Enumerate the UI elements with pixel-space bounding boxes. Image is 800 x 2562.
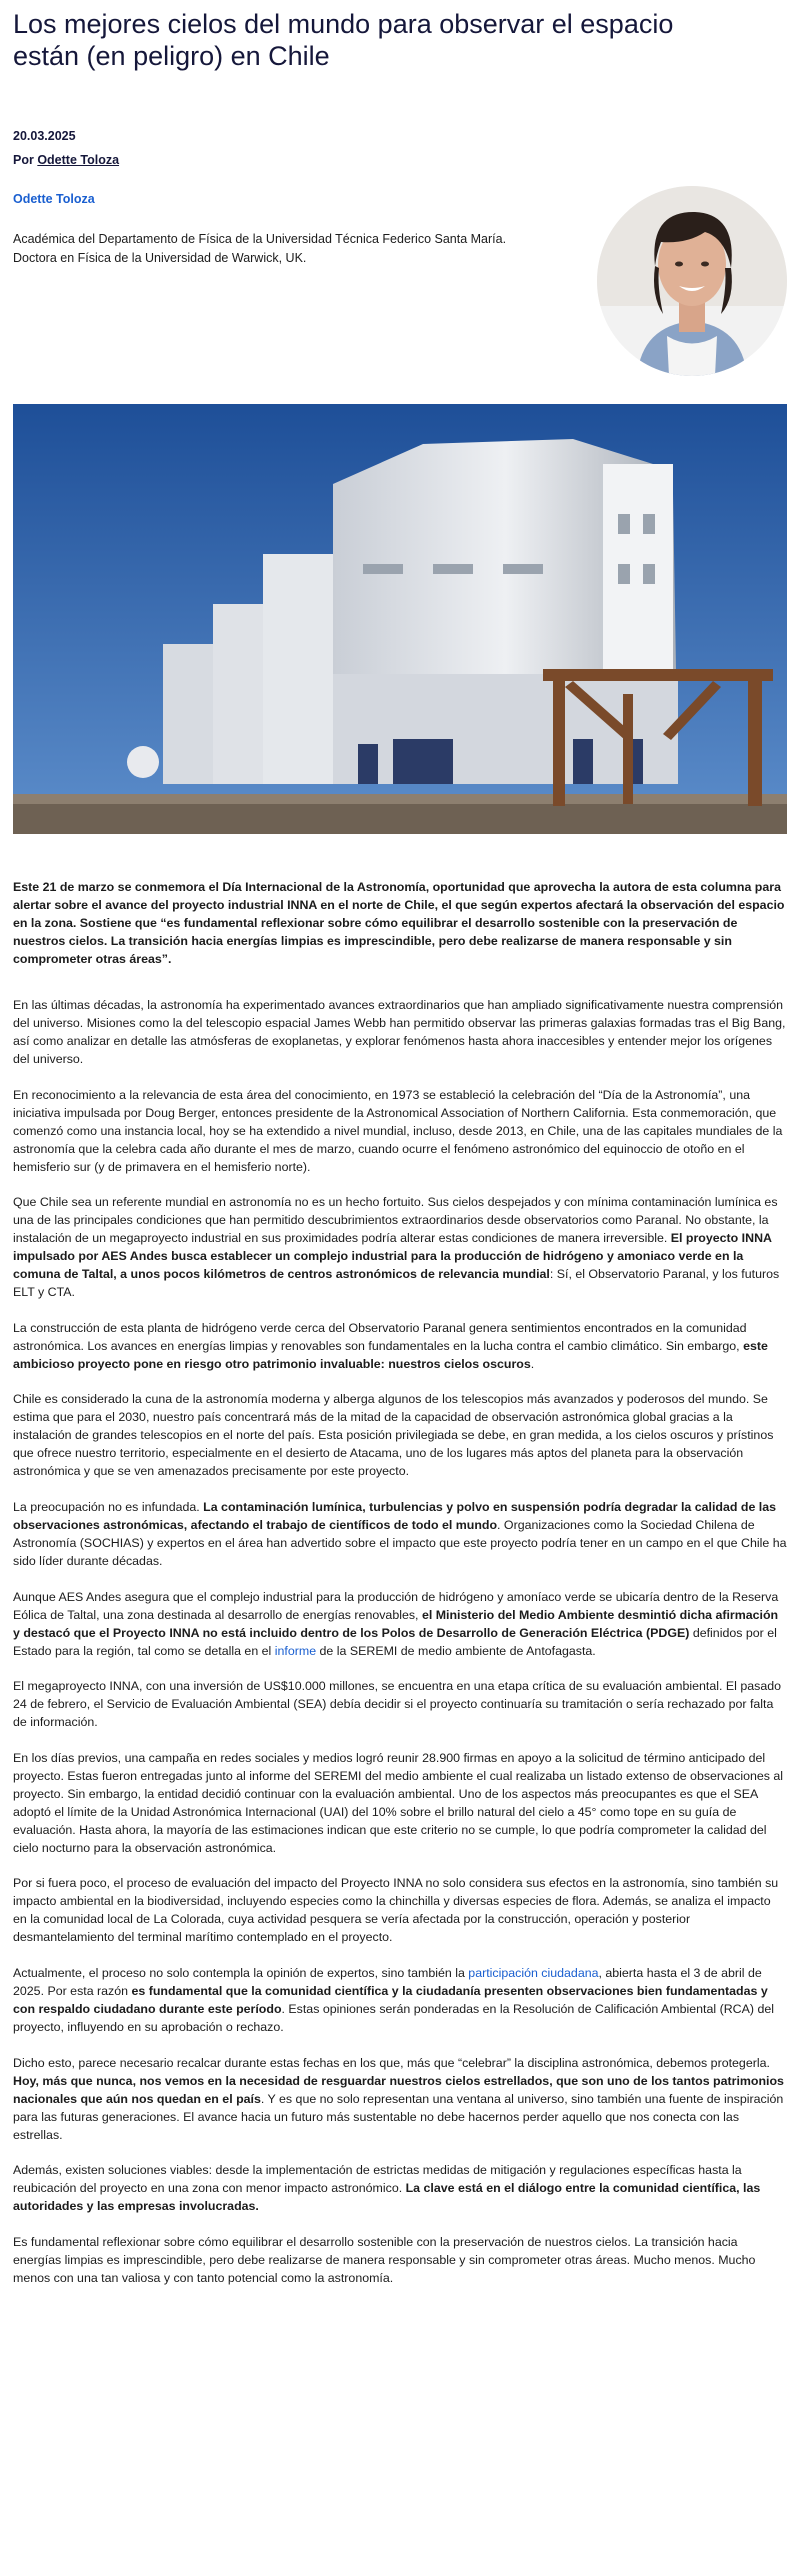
byline-prefix: Por [13, 153, 34, 167]
text-run: Actualmente, el proceso no solo contempla la opinión de expertos, sino también la [13, 1965, 465, 1980]
body-paragraph: El megaproyecto INNA, con una inversión de US$10.000 millones, se encuentra en una etapa crítica de su evaluación ambiental. El pasado 24 de febrero, el Servicio de Evaluación Ambiental (SEA) debía decidir si el proyecto continuaría su tramitación o sería rechazado por falta de información. [13, 1679, 781, 1730]
body-paragraph [13, 1498, 787, 1570]
body-paragraph [13, 2054, 787, 2144]
hero-image [13, 404, 787, 834]
author-bio [13, 230, 573, 268]
body-paragraph: Por si fuera poco, el proceso de evaluación del impacto del Proyecto INNA no solo considera sus efectos en la astronomía, sino también su impacto ambiental en la biodiversidad, incluyendo especies como la chinchilla y diversas especies de flora. Además, se analiza el impacto en la comunidad local de La Colorada, cuya actividad pesquera se vería afectada por la construcción, operación y posterior desmantelamiento del terminal marítimo contemplado en el proyecto. [13, 1876, 779, 1945]
body-paragraph [13, 1319, 787, 1373]
article-date: 20.03.2025 [13, 129, 76, 143]
avatar [597, 186, 787, 376]
text-run: , abierta hasta el 3 de abril de 2025. Por esta razón [13, 1965, 762, 1998]
author-photo [597, 186, 787, 376]
text-run: . Organizaciones como la Sociedad Chilena de Astronomía (SOCHIAS) y expertos en el área han advertido sobre el impacto que este proyecto podría tener en un campo en el que Chile ha sido líder durante décadas. [13, 1517, 787, 1568]
byline [13, 148, 787, 172]
text-run: Dicho esto, parece necesario recalcar durante estas fechas en los que, más que “celebrar” la disciplina astronómica, debemos protegerla. [13, 2055, 770, 2070]
page-title: Los mejores cielos del mundo para observar el espacio están (en peligro) en Chile [13, 9, 674, 71]
bold-text: este ambicioso proyecto pone en riesgo otro patrimonio invaluable: nuestros cielos oscuros [13, 1338, 768, 1371]
bold-text: La contaminación lumínica, turbulencias y polvo en suspensión podría degradar la calidad de las observaciones astronómicas, afectando el trabajo de científicos de todo el mundo [13, 1499, 777, 1532]
author-box [13, 192, 787, 404]
bold-text: El proyecto INNA impulsado por AES Andes busca establecer un complejo industrial para la producción de hidrógeno y amoniaco verde en la comuna de Taltal, a unos pocos kilómetros de centros astronómicos de relevancia mundial [13, 1231, 772, 1282]
body-paragraph: En reconocimiento a la relevancia de esta área del conocimiento, en 1973 se estableció la celebración del “Día de la Astronomía”, una iniciativa impulsada por Doug Berger, entonces presidente de la Astronomical Association of Northern California. Esta conmemoración, que comenzó como una instancia local, hoy se ha extendido a nivel mundial, incluso, desde 2013, en Chile, una de las capitales mundiales de la astronomía que la celebra cada año durante el mes de marzo, cuando ocurre el fenómeno astronómico del equinoccio de otoño en el hemisferio sur (y de primavera en el hemisferio norte). [13, 1087, 783, 1174]
text-run: Aunque AES Andes asegura que el complejo industrial para la producción de hidrógeno y amoníaco verde se ubicaría dentro de la Reserva Eólica de Taltal, una zona destinada al desarrollo de energías renovables, [13, 1589, 779, 1622]
bold-text: La clave está en el diálogo entre la comunidad científica, las autoridades y las empresas involucradas. [13, 2181, 761, 2214]
body-paragraph [13, 1588, 787, 1660]
informe-link[interactable]: informe [274, 1643, 317, 1658]
body-paragraph [13, 2161, 787, 2215]
body-paragraph: En las últimas décadas, la astronomía ha experimentado avances extraordinarios que han ampliado significativamente nuestra comprensión del universo. Misiones como la del telescopio espacial James Webb han permitido observar las primeras galaxias formadas tras el Big Bang, así como analizar en detalle las atmósferas de exoplanetas, y explorar fenómenos hasta ahora inaccesibles y entender mejor los orígenes del universo. [13, 998, 786, 1066]
author-name[interactable]: Odette Toloza [13, 192, 95, 206]
text-run: de la SEREMI de medio ambiente de Antofagasta. [316, 1643, 596, 1658]
byline-author-link[interactable]: Odette Toloza [37, 153, 120, 167]
bold-text: Hoy, más que nunca, nos vemos en la necesidad de resguardar nuestros cielos estrellados, que son uno de los tantos patrimonios nacionales que aún nos quedan en el país [13, 2073, 784, 2106]
text-run: . Estas opiniones serán ponderadas en la Resolución de Calificación Ambiental (RCA) del proyecto, influyendo en su aprobación o rechazo. [13, 2001, 774, 2034]
text-run: . [530, 1356, 535, 1371]
author-bio-line: Doctora en Física de la Universidad de Warwick, UK. [13, 251, 307, 265]
text-run: definidos por el Estado para la región, tal como se detalla en el [13, 1625, 777, 1658]
text-run: La construcción de esta planta de hidrógeno verde cerca del Observatorio Paranal genera sentimientos encontrados en la comunidad astronómica. Los avances en energías limpias y renovables son fundamentales en la lucha contra el cambio climático. Sin embargo, [13, 1320, 747, 1353]
article-meta [13, 124, 787, 172]
text-run: Que Chile sea un referente mundial en astronomía no es un hecho fortuito. Sus cielos despejados y con mínima contaminación lumínica es una de las principales condiciones que han permitido descubrimientos extraordinarios desde observatorios como Paranal. No obstante, la instalación de un megaproyecto industrial en sus proximidades podría alterar estas condiciones de manera irreversible. [13, 1195, 778, 1246]
body-paragraph: Chile es considerado la cuna de la astronomía moderna y alberga algunos de los telescopios más avanzados y poderosos del mundo. Se estima que para el 2030, nuestro país concentrará más de la mitad de la capacidad de observación astronómica global gracias a la instalación de grandes telescopios en el norte del país. Esta posición privilegiada se debe, en gran medida, a los cielos oscuros y prístinos que ofrece nuestro territorio, especialmente en el desierto de Atacama, uno de los lugares más aptos del planeta para la observación astronómica y que se ven amenazados precisamente por este proyecto. [13, 1392, 774, 1479]
text-run: Además, existen soluciones viables: desde la implementación de estrictas medidas de mitigación y regulaciones específicas hasta la reubicación del proyecto en una zona con menor impacto astronómico. [13, 2163, 742, 2196]
body-paragraph: En los días previos, una campaña en redes sociales y medios logró reunir 28.900 firmas en apoyo a la solicitud de término anticipado del proyecto. Estas fueron entregadas junto al informe del SEREMI del medio ambiente el cual realizaba un listado extenso de observaciones al proyecto. Sin embargo, la entidad decidió continuar con la evaluación ambiental. Uno de los aspectos más preocupantes es que el SEA adoptó el límite de la Unidad Astronómica Internacional (UAI) del 10% sobre el brillo natural del cielo a 45° como tope en su guía de evaluación. Hasta ahora, la mayoría de las estimaciones indican que este criterio no se cumple, lo que podría comprometer la calidad del cielo nocturno para la observación astronómica. [13, 1750, 784, 1855]
body-paragraph [13, 1964, 787, 2036]
text-run: . Y es que no solo representan una ventana al universo, sino también una fuente de inspiración para las futuras generaciones. El avance hacia un futuro más sustentable no debe hacernos perder aquello que nos conecta con las estrellas. [13, 2091, 784, 2142]
body-paragraph [13, 1193, 787, 1301]
bold-text: el Ministerio del Medio Ambiente desmintió dicha afirmación y destacó que el Proyecto INNA no está incluido dentro de los Polos de Desarrollo de Generación Eléctrica (PDGE) [13, 1607, 779, 1640]
lead-paragraph: Este 21 de marzo se conmemora el Día Internacional de la Astronomía, oportunidad que aprovecha la autora de esta columna para alertar sobre el avance del proyecto industrial INNA en el norte de Chile, el que según expertos afectará la observación del espacio en la zona. Sostiene que “es fundamental reflexionar sobre cómo equilibrar el desarrollo sostenible con la preservación de nuestros cielos. La transición hacia energías limpias es imprescindible, pero debe realizarse de manera responsable y sin comprometer otras áreas”. [13, 880, 785, 966]
article-body [13, 878, 787, 2287]
text-run: La preocupación no es infundada. [13, 1499, 200, 1514]
participacion-ciudadana-link[interactable]: participación ciudadana [468, 1965, 599, 1980]
author-bio-line: Académica del Departamento de Física de la Universidad Técnica Federico Santa María. [13, 232, 507, 246]
bold-text: es fundamental que la comunidad científica y la ciudadanía presenten observaciones bien fundamentadas y con respaldo ciudadano durante este período [13, 1983, 768, 2016]
body-paragraph: Es fundamental reflexionar sobre cómo equilibrar el desarrollo sostenible con la preservación de nuestros cielos. La transición hacia energías limpias es imprescindible, pero debe realizarse de manera responsable y sin comprometer otras áreas. Mucho menos. Mucho menos con una tan valiosa y con tanto potencial como la astronomía. [13, 2234, 756, 2285]
text-run: : Sí, el Observatorio Paranal, y los futuros ELT y CTA. [13, 1267, 780, 1300]
